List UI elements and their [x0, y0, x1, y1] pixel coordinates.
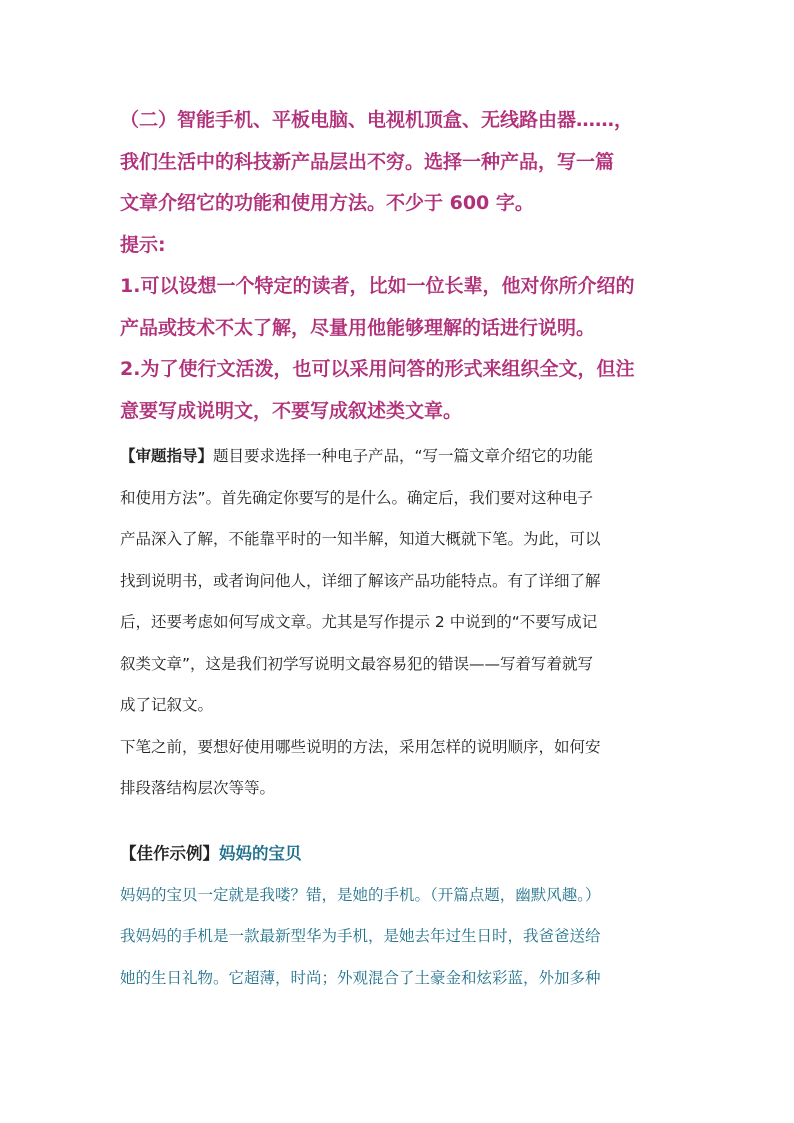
analysis-guide	[120, 436, 680, 810]
guide-line: 找到说明书，或者询问他人，详细了解该产品功能特点。有了详细了解	[120, 571, 601, 590]
guide-tag: 【审题指导】	[120, 447, 214, 465]
sample-heading	[120, 833, 690, 875]
guide-line: 排段落结构层次等等。	[120, 779, 276, 797]
guide-line: 后，还要考虑如何写成文章。尤其是写作提示 2 中说到的“不要写成记	[120, 613, 598, 631]
hint-item: 2.为了使行文活泼，也可以采用问答的形式来组织全文，但注	[120, 358, 635, 380]
guide-line: 叙类文章”，这是我们初学写说明文最容易犯的错误——写着写着就写	[120, 654, 594, 673]
guide-line: 下笔之前，要想好使用哪些说明的方法，采用怎样的说明顺序，如何安	[120, 737, 601, 756]
prompt-line: 我们生活中的科技新产品层出不穷。选择一种产品，写一篇	[120, 150, 615, 173]
guide-first-line	[120, 436, 680, 478]
guide-line: 和使用方法”。首先确定你要写的是什么。确定后，我们要对这种电子	[120, 488, 594, 507]
sample-title: 妈妈的宝贝	[219, 844, 302, 863]
guide-line: 成了记叙文。	[120, 696, 214, 714]
hint-item: 产品或技术不太了解，尽量用他能够理解的话进行说明。	[120, 316, 596, 339]
hint-heading: 提示:	[120, 233, 166, 256]
prompt-line: （二）智能手机、平板电脑、电视机顶盒、无线路由器……，	[120, 109, 634, 131]
prompt-line: 文章介绍它的功能和使用方法。不少于 600 字。	[120, 192, 534, 214]
hint-item: 意要写成说明文，不要写成叙述类文章。	[120, 399, 463, 422]
sample-line: 妈妈的宝贝一定就是我喽？错，是她的手机。（开篇点题，幽默风趣。）	[120, 885, 601, 904]
guide-line: 产品深入了解，不能靠平时的一知半解，知道大概就下笔。为此，可以	[120, 530, 601, 548]
hint-item: 1.可以设想一个特定的读者，比如一位长辈，他对你所介绍的	[120, 275, 635, 297]
writing-prompt	[120, 100, 690, 432]
sample-tag: 【佳作示例】	[120, 844, 219, 863]
sample-line: 她的生日礼物。它超薄，时尚；外观混合了土豪金和炫彩蓝，外加多种	[120, 968, 601, 987]
guide-text: 题目要求选择一种电子产品，“写一篇文章介绍它的功能	[213, 447, 594, 465]
sample-line: 我妈妈的手机是一款最新型华为手机，是她去年过生日时，我爸爸送给	[120, 927, 601, 945]
sample-essay	[120, 833, 690, 999]
